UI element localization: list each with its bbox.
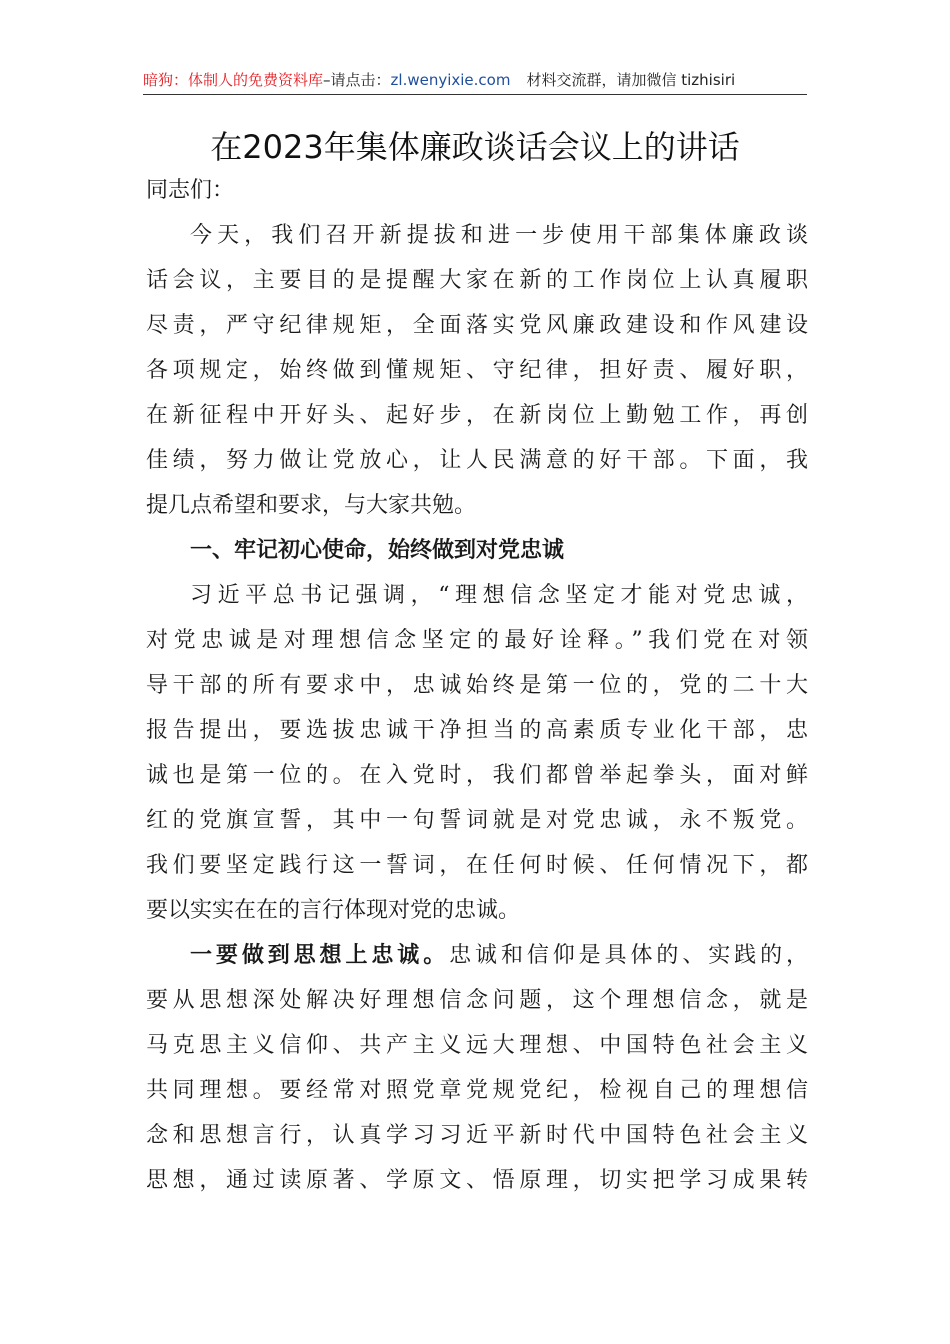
paragraph-line: 各项规定，始终做到懂规矩、守纪律，担好责、履好职， [146,358,808,383]
paragraph-line: 我们要坚定践行这一誓词，在任何时候、任何情况下，都 [146,853,808,878]
subpoint-text: 忠诚和信仰是具体的、实践的， [449,943,808,968]
site-url-link[interactable]: zl.wenyixie.com [390,71,511,89]
paragraph-line: 思想，通过读原著、学原文、悟原理，切实把学习成果转 [146,1168,808,1193]
paragraph-line: 佳绩，努力做让党放心，让人民满意的好干部。下面，我 [146,448,808,473]
paragraph-line: 提几点希望和要求，与大家共勉。 [146,493,477,518]
paragraph-line: 马克思主义信仰、共产主义远大理想、中国特色社会主义 [146,1033,808,1058]
paragraph-line: 要以实实在在的言行体现对党的忠诚。 [146,898,521,923]
paragraph-line: 报告提出，要选拔忠诚干净担当的高素质专业化干部，忠 [146,718,808,743]
paragraph-line: 话会议，主要目的是提醒大家在新的工作岗位上认真履职 [146,268,808,293]
header-divider [143,94,807,95]
paragraph-line: 尽责，严守纪律规矩，全面落实党风廉政建设和作风建设 [146,313,808,338]
paragraph-line: 习近平总书记强调，“理想信念坚定才能对党忠诚， [190,583,808,608]
wechat-note: 材料交流群，请加微信 tizhisiri [526,71,736,89]
paragraph-line [146,933,808,978]
click-prompt: –请点击： [323,71,391,89]
paragraph-line: 导干部的所有要求中，忠诚始终是第一位的，党的二十大 [146,673,808,698]
paragraph-line: 共同理想。要经常对照党章党规党纪，检视自己的理想信 [146,1078,808,1103]
paragraph-line: 今天，我们召开新提拔和进一步使用干部集体廉政谈 [190,223,808,248]
subpoint-lead: 一要做到思想上忠诚。 [190,943,450,968]
document-body [146,168,808,1203]
paragraph-line: 对党忠诚是对理想信念坚定的最好诠释。”我们党在对领 [146,628,808,653]
page-header [143,68,807,92]
paragraph-line: 在新征程中开好头、起好步，在新岗位上勤勉工作，再创 [146,403,808,428]
site-name: 暗狗：体制人的免费资料库 [143,71,324,89]
document-title: 在2023年集体廉政谈话会议上的讲话 [210,128,740,166]
paragraph-line: 要从思想深处解决好理想信念问题，这个理想信念，就是 [146,988,808,1013]
salutation: 同志们： [146,178,235,203]
paragraph-line: 念和思想言行，认真学习习近平新时代中国特色社会主义 [146,1123,808,1148]
paragraph-line: 诚也是第一位的。在入党时，我们都曾举起拳头，面对鲜 [146,763,808,788]
section-heading: 一、牢记初心使命，始终做到对党忠诚 [190,538,565,563]
paragraph-line: 红的党旗宣誓，其中一句誓词就是对党忠诚，永不叛党。 [146,808,808,833]
